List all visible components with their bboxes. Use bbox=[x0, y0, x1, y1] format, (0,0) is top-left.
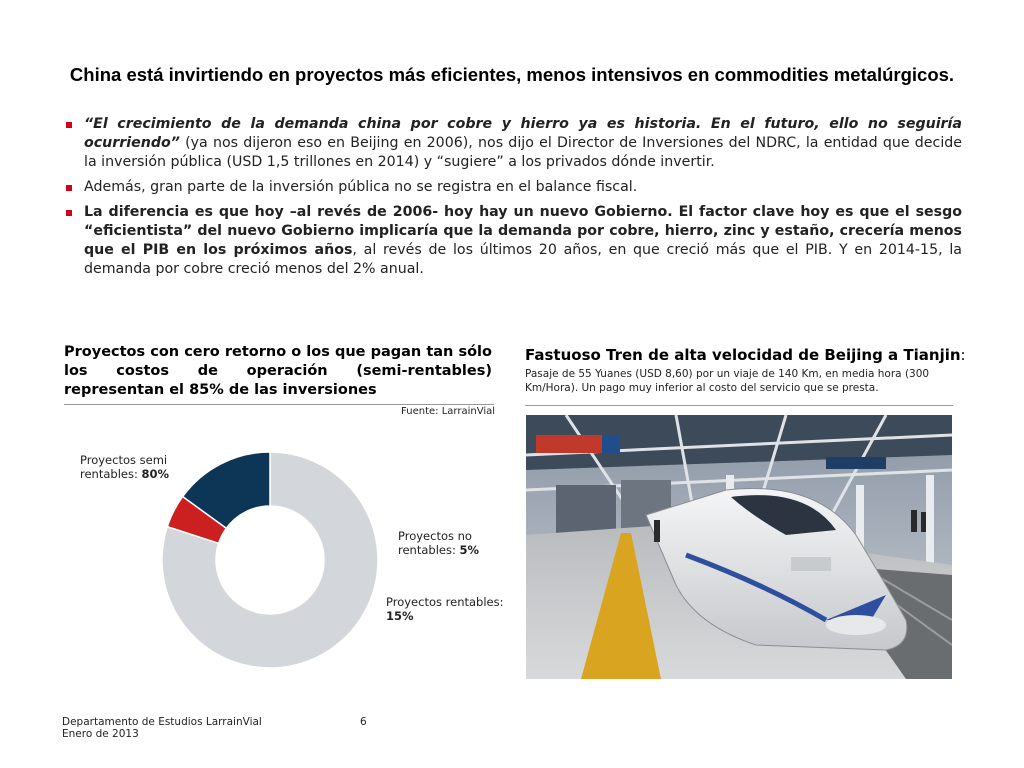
bullet-item-1 bbox=[64, 115, 962, 172]
chart-title: Proyectos con cero retorno o los que pagan tan sólo los costos de operación (semi-rentables) representan el 85% de las inversiones bbox=[64, 344, 492, 398]
label-rentables bbox=[386, 595, 503, 623]
label-semi-rentables bbox=[80, 453, 169, 481]
footer-date: Enero de 2013 bbox=[62, 728, 139, 740]
label-no-line1: Proyectos no bbox=[398, 529, 472, 543]
chart-divider bbox=[64, 404, 494, 405]
bullet-marker bbox=[66, 122, 72, 128]
label-semi-pct: 80% bbox=[141, 467, 170, 481]
bullet-marker bbox=[66, 185, 72, 191]
page-title: China está invirtiendo en proyectos más eficientes, menos intensivos en commodities metalúrgicos. bbox=[69, 64, 955, 85]
label-semi-line1: Proyectos semi bbox=[80, 453, 168, 467]
train-station-photo bbox=[526, 415, 952, 679]
photo-title-colon: : bbox=[960, 346, 966, 364]
photo-divider bbox=[525, 405, 953, 406]
chart-source: Fuente: LarrainVial bbox=[401, 406, 495, 417]
bullet-bold: La diferencia es que hoy –al revés de 2006- hoy hay un nuevo Gobierno. El factor clave hoy es que el sesgo “eficientista” del nuevo Gobierno implicaría que la demanda por cobre, hierro, zinc y estaño, crecería menos que el PIB en los próximos años bbox=[84, 204, 962, 258]
label-no-line2: rentables: bbox=[398, 543, 460, 557]
photo-description: Pasaje de 55 Yuanes (USD 8,60) por un viaje de 140 Km, en media hora (300 Km/Hora). Un pago muy inferior al costo del servicio que se presta. bbox=[525, 368, 930, 394]
bullet-text: , al revés de los últimos 20 años, en que creció más que el PIB. Y en 2014-15, la demanda por cobre creció menos del 2% anual. bbox=[84, 242, 962, 277]
donut-chart bbox=[150, 440, 390, 680]
label-no-pct: 5% bbox=[459, 543, 480, 557]
label-rent-line1: Proyectos rentables: bbox=[386, 595, 504, 609]
label-no-rentables bbox=[398, 529, 479, 557]
bullet-text: (ya nos dijeron eso en Beijing en 2006), nos dijo el Director de Inversiones del NDRC, la entidad que decide la inversión pública (USD 1,5 trillones en 2014) y “sugiere” a los privados dónde invertir. bbox=[84, 135, 962, 170]
photo-title bbox=[525, 346, 966, 364]
photo-title-text: Fastuoso Tren de alta velocidad de Beijing a Tianjin bbox=[525, 346, 961, 364]
bullet-marker bbox=[66, 210, 72, 216]
bullet-text: Además, gran parte de la inversión pública no se registra en el balance fiscal. bbox=[84, 179, 638, 195]
label-rent-pct: 15% bbox=[386, 609, 414, 623]
bullet-list bbox=[64, 115, 962, 285]
label-semi-line2: rentables: bbox=[80, 467, 142, 481]
bullet-item-3 bbox=[64, 203, 962, 279]
bullet-quote: “El crecimiento de la demanda china por cobre y hierro ya es historia. En el futuro, ello no seguiría ocurriendo” bbox=[84, 116, 962, 151]
bullet-item-2 bbox=[64, 178, 962, 197]
page-number: 6 bbox=[360, 716, 367, 728]
footer-department bbox=[62, 716, 262, 740]
footer-dept: Departamento de Estudios LarrainVial bbox=[62, 716, 262, 728]
